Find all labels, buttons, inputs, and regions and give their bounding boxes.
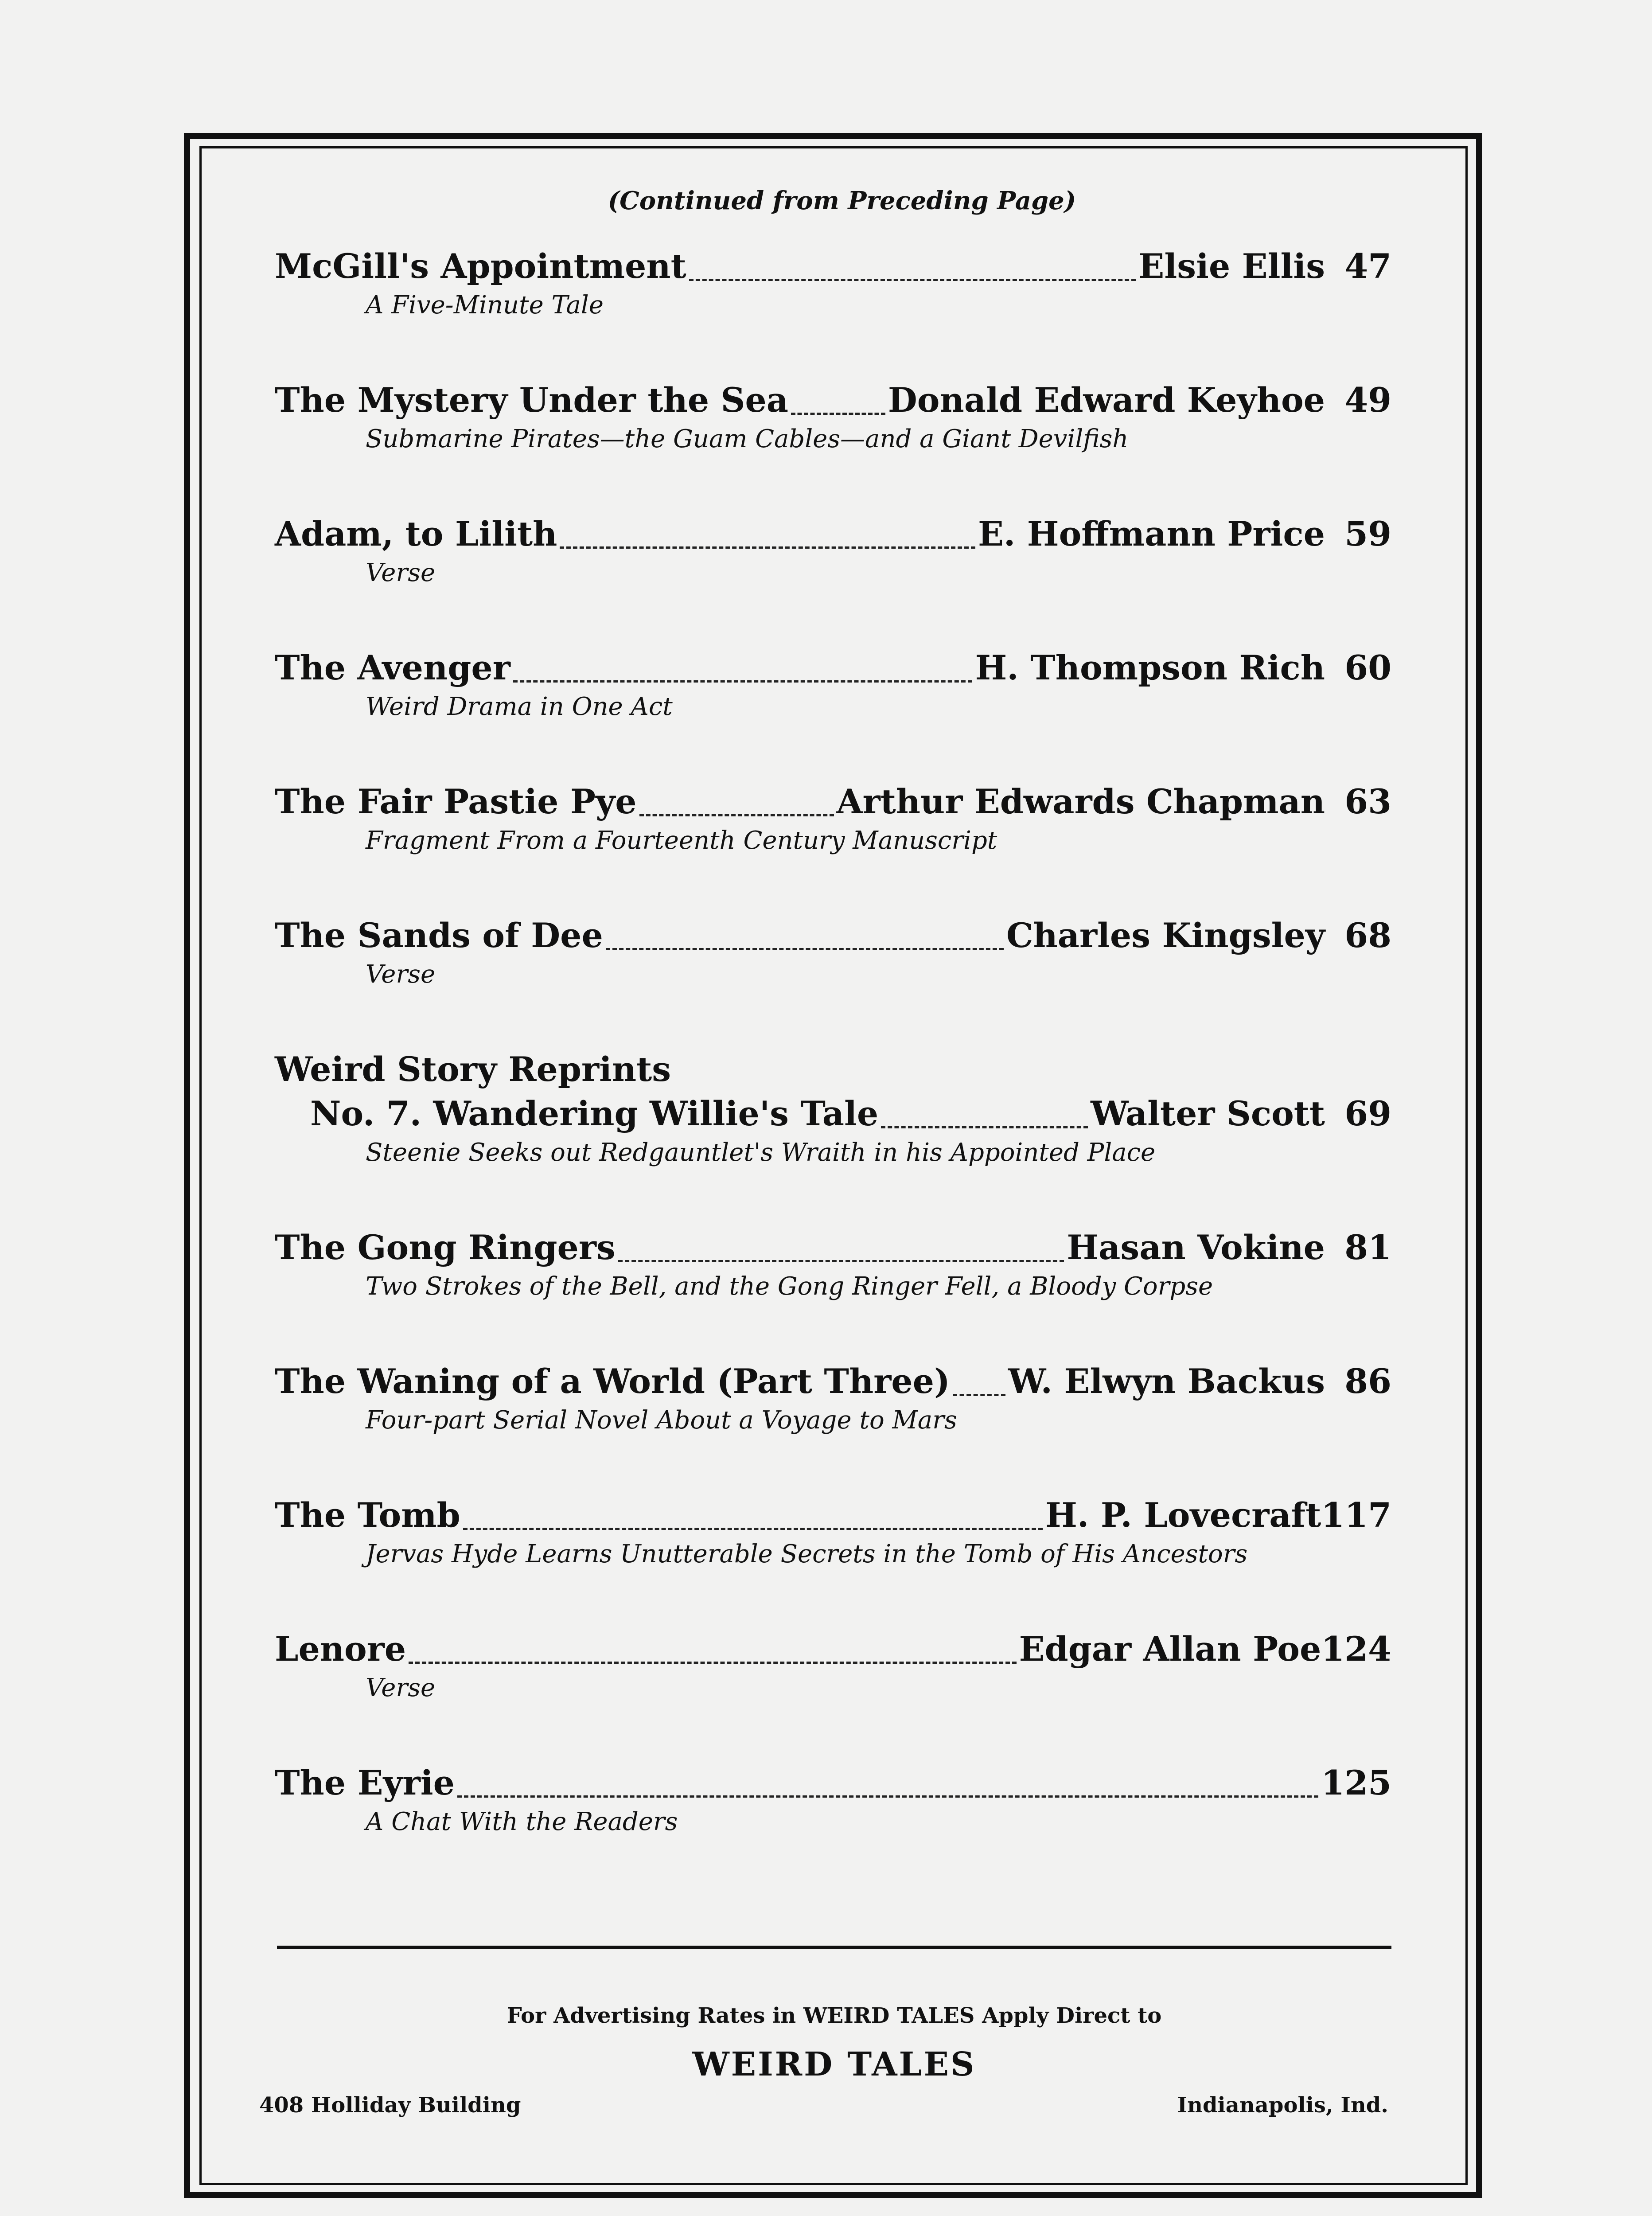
- footer-rule: [277, 1946, 1391, 1949]
- story-author: Edgar Allan Poe: [1019, 1629, 1321, 1669]
- story-author: Arthur Edwards Chapman: [836, 782, 1325, 821]
- story-author: Elsie Ellis: [1138, 246, 1325, 286]
- story-subtitle: Weird Drama in One Act: [366, 692, 673, 721]
- dot-leader: [463, 1528, 1043, 1530]
- dot-leader: [881, 1126, 1088, 1128]
- contents-entry: [275, 514, 1391, 648]
- story-subtitle: A Five-Minute Tale: [366, 291, 604, 320]
- story-subtitle: Fragment From a Fourteenth Century Manuscript: [366, 826, 997, 855]
- dot-leader: [513, 680, 973, 683]
- dot-leader: [457, 1795, 1318, 1798]
- reprint-series-entry: [275, 1049, 1391, 1228]
- contents-entry: [275, 1228, 1391, 1362]
- story-author: Charles Kingsley: [1006, 916, 1325, 955]
- story-title: The Mystery Under the Sea: [275, 380, 788, 420]
- story-author: E. Hoffmann Price: [978, 514, 1325, 554]
- story-subtitle: Steenie Seeks out Redgauntlet's Wraith in his Appointed Place: [366, 1138, 1156, 1167]
- story-subtitle: Verse: [366, 960, 436, 989]
- story-subtitle: Verse: [366, 558, 436, 587]
- continued-note: (Continued from Preceding Page): [608, 186, 1076, 215]
- contents-entry: [275, 246, 1391, 380]
- page-number: 63: [1344, 782, 1391, 821]
- story-subtitle: A Chat With the Readers: [366, 1807, 678, 1836]
- story-title: The Sands of Dee: [275, 916, 603, 955]
- story-subtitle: Verse: [366, 1674, 436, 1702]
- page-number: 124: [1321, 1629, 1391, 1669]
- dot-leader: [689, 279, 1136, 281]
- page-number: 68: [1344, 916, 1391, 955]
- story-title: The Eyrie: [275, 1763, 455, 1802]
- story-subtitle: Four-part Serial Novel About a Voyage to Mars: [366, 1406, 957, 1435]
- dot-leader: [409, 1662, 1016, 1664]
- page-number: 69: [1344, 1094, 1391, 1133]
- story-author: H. Thompson Rich: [975, 648, 1325, 687]
- page-number: 86: [1344, 1362, 1391, 1401]
- page-number: 125: [1321, 1763, 1391, 1802]
- advertising-note: For Advertising Rates in WEIRD TALES Apply Direct to: [507, 2003, 1162, 2028]
- page-number: 49: [1344, 380, 1391, 420]
- dot-leader: [606, 948, 1004, 950]
- story-subtitle: Two Strokes of the Bell, and the Gong Ringer Fell, a Bloody Corpse: [366, 1272, 1213, 1301]
- story-author: Walter Scott: [1091, 1094, 1325, 1133]
- dot-leader: [639, 814, 834, 816]
- story-title: The Avenger: [275, 648, 510, 687]
- page-number: 81: [1344, 1228, 1391, 1267]
- dot-leader: [791, 413, 885, 415]
- story-title: McGill's Appointment: [275, 246, 686, 286]
- story-author: Donald Edward Keyhoe: [888, 380, 1325, 420]
- story-subtitle: Submarine Pirates—the Guam Cables—and a Giant Devilfish: [366, 425, 1129, 453]
- contents-list: [275, 186, 1391, 1897]
- page-number: 59: [1344, 514, 1391, 554]
- address-building: 408 Holliday Building: [259, 2093, 521, 2118]
- address-city: Indianapolis, Ind.: [1177, 2093, 1388, 2118]
- contents-entry: [275, 782, 1391, 916]
- story-author: Hasan Vokine: [1067, 1228, 1325, 1267]
- dot-leader: [953, 1394, 1005, 1396]
- story-title: No. 7. Wandering Willie's Tale: [310, 1094, 879, 1133]
- contents-entry: [275, 1495, 1391, 1629]
- story-title: Adam, to Lilith: [275, 514, 557, 554]
- contents-entry: [275, 916, 1391, 1049]
- series-heading: Weird Story Reprints: [275, 1049, 671, 1089]
- magazine-name: WEIRD TALES: [692, 2045, 976, 2083]
- story-title: The Tomb: [275, 1495, 460, 1535]
- contents-entry: [275, 1763, 1391, 1897]
- contents-entry: [275, 1362, 1391, 1495]
- dot-leader: [618, 1260, 1064, 1262]
- story-title: Lenore: [275, 1629, 406, 1669]
- contents-entry: [275, 1629, 1391, 1763]
- story-author: W. Elwyn Backus: [1008, 1362, 1325, 1401]
- story-title: The Gong Ringers: [275, 1228, 616, 1267]
- page-number: 47: [1344, 246, 1391, 286]
- story-author: H. P. Lovecraft: [1045, 1495, 1321, 1535]
- page-number: 60: [1344, 648, 1391, 687]
- story-title: The Fair Pastie Pye: [275, 782, 637, 821]
- contents-entry: [275, 648, 1391, 782]
- dot-leader: [560, 546, 975, 549]
- story-subtitle: Jervas Hyde Learns Unutterable Secrets in the Tomb of His Ancestors: [366, 1540, 1248, 1568]
- contents-entry: [275, 380, 1391, 514]
- story-title: The Waning of a World (Part Three): [275, 1362, 950, 1401]
- page-number: 117: [1321, 1495, 1391, 1535]
